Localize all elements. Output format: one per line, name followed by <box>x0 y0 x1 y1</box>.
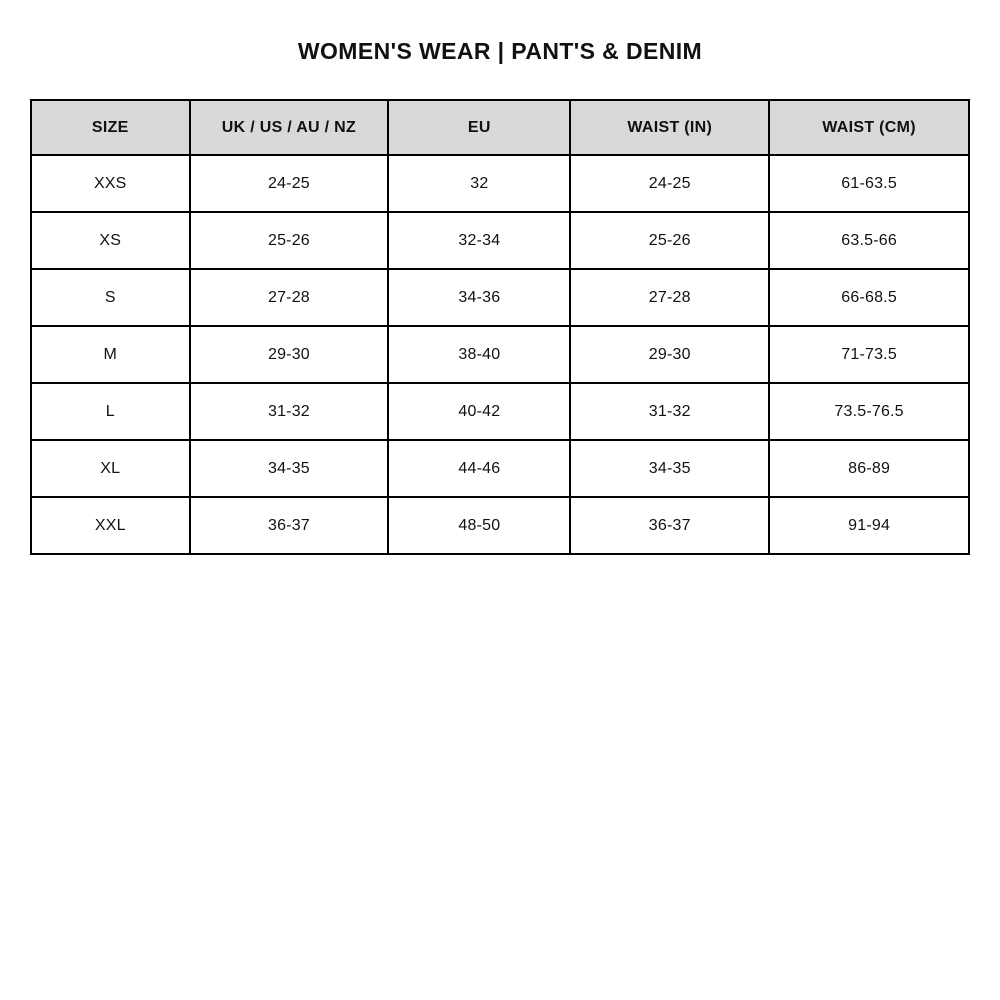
eu-cell: 34-36 <box>388 269 570 326</box>
table-header-row <box>31 100 969 155</box>
waist-cm-cell: 91-94 <box>769 497 969 554</box>
waist-cm-cell: 73.5-76.5 <box>769 383 969 440</box>
table-row <box>31 326 969 383</box>
column-header-eu: EU <box>388 100 570 155</box>
table-row <box>31 383 969 440</box>
uk-cell: 34-35 <box>190 440 389 497</box>
uk-cell: 24-25 <box>190 155 389 212</box>
size-cell: XL <box>31 440 190 497</box>
uk-cell: 36-37 <box>190 497 389 554</box>
table-row <box>31 155 969 212</box>
table-row <box>31 497 969 554</box>
table-row <box>31 269 969 326</box>
uk-cell: 29-30 <box>190 326 389 383</box>
size-cell: M <box>31 326 190 383</box>
waist-in-cell: 36-37 <box>570 497 769 554</box>
eu-cell: 38-40 <box>388 326 570 383</box>
uk-cell: 25-26 <box>190 212 389 269</box>
table-row <box>31 440 969 497</box>
column-header-waist-cm: WAIST (CM) <box>769 100 969 155</box>
eu-cell: 40-42 <box>388 383 570 440</box>
column-header-uk-us-au-nz: UK / US / AU / NZ <box>190 100 389 155</box>
size-cell: XXL <box>31 497 190 554</box>
waist-in-cell: 25-26 <box>570 212 769 269</box>
eu-cell: 32 <box>388 155 570 212</box>
eu-cell: 48-50 <box>388 497 570 554</box>
size-cell: XXS <box>31 155 190 212</box>
column-header-waist-in: WAIST (IN) <box>570 100 769 155</box>
waist-in-cell: 31-32 <box>570 383 769 440</box>
uk-cell: 27-28 <box>190 269 389 326</box>
waist-cm-cell: 71-73.5 <box>769 326 969 383</box>
waist-in-cell: 34-35 <box>570 440 769 497</box>
uk-cell: 31-32 <box>190 383 389 440</box>
column-header-size: SIZE <box>31 100 190 155</box>
waist-cm-cell: 86-89 <box>769 440 969 497</box>
waist-in-cell: 24-25 <box>570 155 769 212</box>
waist-cm-cell: 61-63.5 <box>769 155 969 212</box>
waist-cm-cell: 66-68.5 <box>769 269 969 326</box>
waist-in-cell: 29-30 <box>570 326 769 383</box>
size-cell: S <box>31 269 190 326</box>
size-chart-table <box>30 99 970 555</box>
size-cell: XS <box>31 212 190 269</box>
page-title: WOMEN'S WEAR | PANT'S & DENIM <box>297 38 703 64</box>
waist-in-cell: 27-28 <box>570 269 769 326</box>
eu-cell: 44-46 <box>388 440 570 497</box>
table-row <box>31 212 969 269</box>
size-cell: L <box>31 383 190 440</box>
eu-cell: 32-34 <box>388 212 570 269</box>
waist-cm-cell: 63.5-66 <box>769 212 969 269</box>
